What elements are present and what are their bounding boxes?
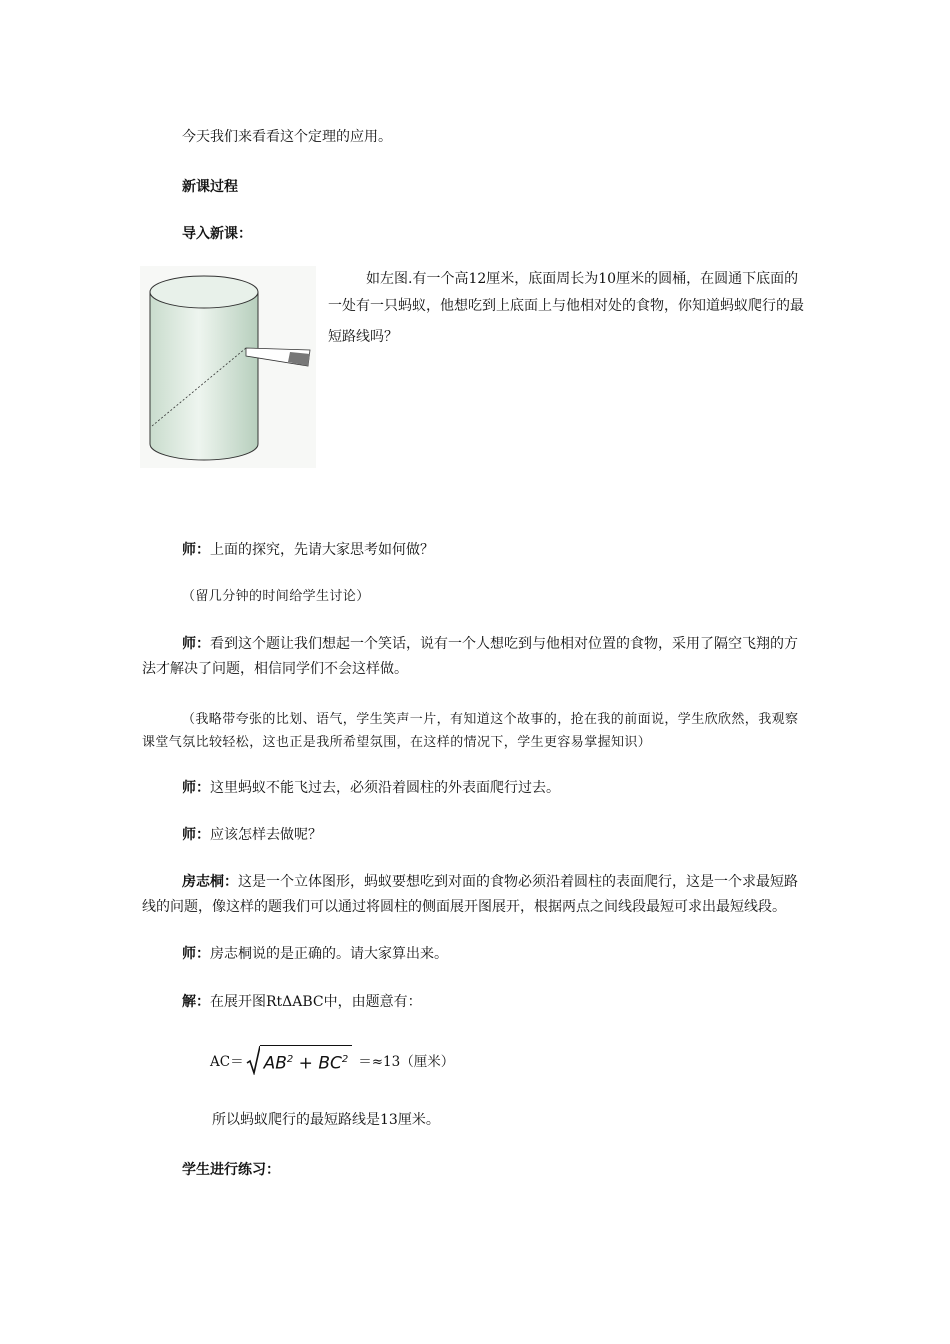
radical-sign-icon <box>246 1045 260 1075</box>
intro-line: 今天我们来看看这个定理的应用。 <box>182 129 392 145</box>
term-ab: AB <box>263 1053 287 1074</box>
stage-note-2: （我略带夸张的比划、语气，学生笑声一片，有知道这个故事的，抢在我的前面说，学生欣欣然，我观察 <box>182 712 799 727</box>
solution-intro <box>182 990 812 1014</box>
plus-sign: + <box>293 1053 319 1074</box>
speaker-label: 师： <box>182 542 210 558</box>
sqrt-expression <box>246 1045 353 1076</box>
subsection-title: 导入新课： <box>182 226 252 242</box>
radicand <box>260 1045 353 1076</box>
dialogue-teacher-3 <box>182 776 812 800</box>
dialogue-teacher-2 <box>182 632 812 656</box>
dialogue-text: 看到这个题让我们想起一个笑话，说有一个人想吃到与他相对位置的食物，采用了隔空飞翔的方 <box>210 636 798 652</box>
exponent: 2 <box>286 1053 294 1065</box>
dialogue-teacher-5 <box>182 942 812 966</box>
speaker-label: 解： <box>182 994 210 1010</box>
dialogue-text: 这里蚂蚁不能飞过去，必须沿着圆柱的外表面爬行过去。 <box>210 780 560 796</box>
dialogue-teacher-4 <box>182 823 812 847</box>
dialogue-text: 这是一个立体图形，蚂蚁要想吃到对面的食物必须沿着圆柱的表面爬行，这是一个求最短路 <box>238 874 798 890</box>
stage-note-2-line2: 课堂气氛比较轻松，这也正是我所希望氛围，在这样的情况下，学生更容易掌握知识） <box>142 735 652 750</box>
problem-text <box>328 266 812 351</box>
problem-line-1: 如左图.有一个高12厘米，底面周长为10厘米的圆桶，在圆通下底面的 <box>366 271 799 287</box>
stage-note-1: （留几分钟的时间给学生讨论） <box>182 589 370 604</box>
term-bc: BC <box>318 1053 342 1074</box>
speaker-label: 师： <box>182 780 210 796</box>
cylinder-figure <box>140 266 316 468</box>
dialogue-teacher-1 <box>182 538 812 562</box>
dialogue-text: 上面的探究，先请大家思考如何做？ <box>210 542 434 558</box>
speaker-label: 师： <box>182 827 210 843</box>
problem-line-3: 短路线吗？ <box>328 329 398 345</box>
exponent: 2 <box>341 1053 349 1065</box>
dialogue-text: 在展开图RtΔABC中，由题意有： <box>210 994 422 1010</box>
problem-line-2: 一处有一只蚂蚁，他想吃到上底面上与他相对处的食物，你知道蚂蚁爬行的最 <box>328 298 804 314</box>
dialogue-student-line2: 线的问题，像这样的题我们可以通过将圆柱的侧面展开图展开，根据两点之间线段最短可求出最短线段。 <box>142 899 786 915</box>
dialogue-student <box>182 870 812 894</box>
speaker-label: 师： <box>182 946 210 962</box>
dialogue-teacher-2-line2: 法才解决了问题，相信同学们不会这样做。 <box>142 661 408 677</box>
formula-lhs: AC＝ <box>210 1054 244 1070</box>
practice-title: 学生进行练习： <box>182 1162 280 1178</box>
formula-rhs: ＝≈13（厘米） <box>358 1054 455 1070</box>
dialogue-text: 房志桐说的是正确的。请大家算出来。 <box>210 946 448 962</box>
speaker-label: 师： <box>182 636 210 652</box>
formula <box>210 1040 454 1080</box>
conclusion: 所以蚂蚁爬行的最短路线是13厘米。 <box>212 1112 440 1128</box>
dialogue-text: 应该怎样去做呢？ <box>210 827 322 843</box>
section-title: 新课过程 <box>182 179 238 195</box>
speaker-label: 房志桐： <box>182 874 238 890</box>
